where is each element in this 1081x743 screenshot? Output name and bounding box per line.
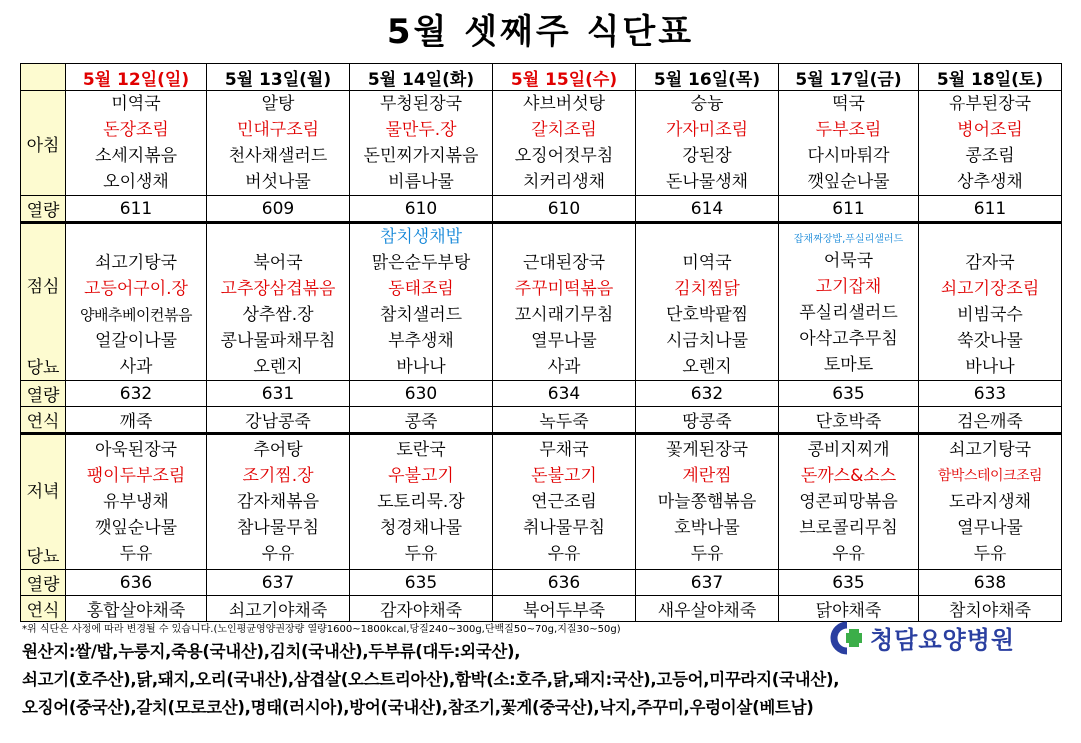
lunch-item: 오렌지: [253, 357, 303, 377]
dinner-item: 꽃게된장국: [665, 440, 749, 460]
breakfast-item: 샤브버섯탕: [522, 94, 606, 114]
day-header: 5월 12일(일): [66, 64, 207, 91]
dinner-item: 청경채나물: [379, 518, 463, 538]
special-rice: [636, 224, 778, 250]
lunch_kcal-value: 633: [919, 381, 1062, 407]
lunch-item: 사과: [119, 357, 153, 377]
dinner-item: 우유: [547, 544, 581, 564]
breakfast-label: 아침: [21, 91, 66, 196]
lunch-item: 콩나물파채무침: [220, 331, 336, 351]
dinner-item: 두유: [690, 544, 724, 564]
dinner-cell: [919, 434, 1062, 570]
lunch-item: 아삭고추무침: [799, 328, 898, 349]
breakfast-item: 떡국: [832, 94, 865, 114]
lunch-item: 바나나: [965, 357, 1015, 377]
dinner-item: 우유: [832, 544, 865, 564]
breakfast-item: 갈치조림: [531, 120, 597, 140]
lunch-item: 고등어구이.장: [84, 279, 188, 299]
lunch-item: 김치찜닭: [674, 279, 740, 299]
dinner_kcal-value: 635: [779, 570, 919, 596]
breakfast-cell: [493, 91, 636, 196]
dinner-item: 두유: [973, 544, 1007, 564]
breakfast-item: 천사채샐러드: [228, 146, 328, 166]
breakfast-item: 돈장조림: [103, 120, 169, 140]
breakfast_kcal-value: 614: [636, 196, 779, 223]
breakfast_kcal-value: 611: [779, 196, 919, 223]
special-rice: 참치생채밥: [379, 227, 463, 247]
dinner-item: 돈까스&소스: [800, 466, 897, 486]
dinner-item: 깻잎순나물: [94, 518, 178, 538]
lunch-cell: [350, 223, 493, 381]
dinner-item: 돈불고기: [531, 466, 597, 486]
lunch-item: 쇠고기장조림: [940, 279, 1040, 299]
dinner_kcal-value: 636: [493, 570, 636, 596]
lunch_snack-label: 연식: [21, 407, 66, 434]
lunch-cell: [66, 223, 207, 381]
dinner-item: 감자채볶음: [236, 492, 320, 512]
lunch-cell: [207, 223, 350, 381]
special-rice: 잡채짜장밥,푸실리샐러드: [793, 233, 904, 245]
dinner-item: 함박스테이크조림: [937, 468, 1043, 484]
lunch-item: 맑은순두부탕: [371, 253, 471, 273]
dinner-item: 무채국: [539, 440, 589, 460]
dinner-item: 아욱된장국: [94, 440, 178, 460]
lunch_snack-value: 강남콩죽: [207, 407, 350, 434]
breakfast-item: 깻잎순나물: [807, 172, 890, 192]
dinner-item: 우유: [261, 544, 295, 564]
lunch-item: 비빔국수: [957, 305, 1023, 325]
hospital-name: 청담요양병원: [870, 626, 1016, 654]
dinner-cell: [779, 434, 919, 570]
breakfast-item: 상추생채: [957, 172, 1023, 192]
dinner_snack-value: 새우살야채죽: [636, 596, 779, 622]
lunch-cell: [493, 223, 636, 381]
lunch-item: 동태조림: [388, 279, 454, 299]
dinner-cell: [636, 434, 779, 570]
lunch-item: 시금치나물: [665, 331, 749, 351]
dinner_kcal-value: 636: [66, 570, 207, 596]
dinner_kcal-label: 열량: [21, 570, 66, 596]
dinner-item: 두유: [119, 544, 153, 564]
hospital-logo-icon: [830, 621, 864, 655]
lunch-item: 양배추베이컨볶음: [80, 306, 192, 324]
breakfast-item: 두부조림: [815, 120, 882, 140]
breakfast-item: 돈나물생채: [665, 172, 749, 192]
breakfast-item: 민대구조림: [236, 120, 320, 140]
dinner_snack-value: 감자야채죽: [350, 596, 493, 622]
lunch-item: 쇠고기탕국: [94, 253, 178, 273]
diabetic-label: 당뇨: [26, 547, 60, 567]
dinner-item: 취나물무침: [522, 518, 606, 538]
lunch_kcal-value: 630: [350, 381, 493, 407]
dinner-item: 열무나물: [957, 518, 1023, 538]
lunch-item: 토마토: [823, 354, 874, 375]
dinner_kcal-value: 635: [350, 570, 493, 596]
day-header: 5월 13일(월): [207, 64, 350, 91]
dinner-item: 추어탕: [253, 440, 303, 460]
dinner-item: 도토리묵.장: [377, 492, 465, 512]
lunch-label: 점심: [26, 277, 60, 297]
lunch_kcal-value: 634: [493, 381, 636, 407]
day-header: 5월 15일(수): [493, 64, 636, 91]
breakfast-item: 돈민찌가지볶음: [363, 146, 479, 166]
breakfast-cell: [636, 91, 779, 196]
breakfast-item: 병어조림: [957, 120, 1023, 140]
nutrition-note: *위 식단은 사정에 따라 변경될 수 있습니다.(노인평균영양권장량 열량1600~1800kcal,당질240~300g,단백질50~70g,지질30~50g): [22, 624, 621, 635]
breakfast-item: 오이생채: [103, 172, 169, 192]
dinner_snack-value: 홍합살야채죽: [66, 596, 207, 622]
lunch-item: 고기잡채: [815, 276, 882, 297]
dinner-cell: [350, 434, 493, 570]
dinner-item: 도라지생채: [948, 492, 1032, 512]
day-header: 5월 16일(목): [636, 64, 779, 91]
lunch-item: 얼갈이나물: [94, 331, 178, 351]
dinner_kcal-value: 638: [919, 570, 1062, 596]
dinner-item: 마늘쫑햄볶음: [657, 492, 757, 512]
dinner_kcal-value: 637: [636, 570, 779, 596]
dinner-item: 쇠고기탕국: [948, 440, 1032, 460]
dinner-item: 팽이두부조림: [86, 466, 186, 486]
dinner-item: 호박나물: [674, 518, 740, 538]
page-title: 5월 셋째주 식단표: [386, 12, 695, 52]
breakfast-item: 소세지볶음: [94, 146, 178, 166]
dinner_snack-value: 북어두부죽: [493, 596, 636, 622]
dinner-item: 유부냉채: [103, 492, 169, 512]
breakfast-cell: [207, 91, 350, 196]
lunch_snack-value: 콩죽: [350, 407, 493, 434]
lunch-item: 오렌지: [682, 357, 732, 377]
breakfast-item: 오징어젓무침: [514, 146, 614, 166]
breakfast-cell: [779, 91, 919, 196]
dinner-label: 저녁: [26, 482, 60, 502]
diabetic-label: 당뇨: [26, 358, 60, 378]
lunch_kcal-value: 632: [66, 381, 207, 407]
breakfast-cell: [919, 91, 1062, 196]
lunch-cell: [919, 223, 1062, 381]
lunch-item: 바나나: [396, 357, 446, 377]
lunch_snack-value: 깨죽: [66, 407, 207, 434]
breakfast-item: 비름나물: [388, 172, 454, 192]
lunch-item: 어묵국: [823, 250, 874, 271]
lunch-item: 감자국: [965, 253, 1015, 273]
lunch-item: 단호박팥찜: [665, 305, 749, 325]
breakfast-item: 콩조림: [965, 146, 1015, 166]
lunch-item: 상추쌈.장: [242, 305, 314, 325]
lunch_kcal-value: 635: [779, 381, 919, 407]
origin-line: 오징어(중국산),갈치(모로코산),명태(러시아),방어(국내산),참조기,꽃게(중국산),낙지,주꾸미,우렁이살(베트남): [22, 698, 814, 717]
breakfast-cell: [66, 91, 207, 196]
lunch-label-cell: [21, 223, 66, 381]
hospital-logo: [830, 620, 1015, 655]
day-header: 5월 17일(금): [779, 64, 919, 91]
lunch-item: 열무나물: [531, 331, 597, 351]
dinner-label-cell: [21, 434, 66, 570]
breakfast-item: 알탕: [261, 94, 295, 114]
lunch-item: 참치샐러드: [379, 305, 463, 325]
dinner-item: 조기찜.장: [242, 466, 314, 486]
origin-line: 쇠고기(호주산),닭,돼지,오리(국내산),삼겹살(오스트리아산),함박(소:호주,닭,돼지:국산),고등어,미꾸라지(국내산),: [22, 670, 840, 689]
lunch-item: 푸실리샐러드: [799, 302, 898, 323]
dinner-item: 계란찜: [682, 466, 732, 486]
dinner-item: 콩비지찌개: [807, 440, 890, 460]
lunch-item: 북어국: [253, 253, 303, 273]
lunch-item: 미역국: [682, 253, 732, 273]
lunch_snack-value: 녹두죽: [493, 407, 636, 434]
special-rice: [207, 224, 349, 250]
dinner-item: 참나물무침: [236, 518, 320, 538]
lunch-item: 쑥갓나물: [957, 331, 1023, 351]
breakfast-item: 치커리생채: [522, 172, 606, 192]
breakfast_kcal-value: 611: [66, 196, 207, 223]
lunch-cell: [779, 223, 919, 381]
origin-line: 원산지:쌀/밥,누룽지,죽용(국내산),김치(국내산),두부류(대두:외국산),: [22, 642, 521, 661]
lunch_snack-value: 땅콩죽: [636, 407, 779, 434]
lunch_kcal-label: 열량: [21, 381, 66, 407]
lunch-item: 고추장삼겹볶음: [220, 279, 336, 299]
dinner_snack-value: 닭야채죽: [779, 596, 919, 622]
dinner_snack-value: 쇠고기야채죽: [207, 596, 350, 622]
breakfast-item: 무청된장국: [379, 94, 463, 114]
dinner-item: 영콘피망볶음: [799, 492, 898, 512]
special-rice: [493, 224, 635, 250]
lunch_snack-value: 단호박죽: [779, 407, 919, 434]
origin-info: [22, 638, 839, 722]
breakfast_kcal-value: 610: [350, 196, 493, 223]
dinner-item: 토란국: [396, 440, 446, 460]
day-header: 5월 18일(토): [919, 64, 1062, 91]
lunch-cell: [636, 223, 779, 381]
breakfast_kcal-value: 611: [919, 196, 1062, 223]
breakfast-item: 숭늉: [690, 94, 724, 114]
lunch-item: 주꾸미떡볶음: [514, 279, 614, 299]
breakfast-item: 유부된장국: [948, 94, 1032, 114]
corner-cell: [21, 64, 66, 91]
breakfast-item: 강된장: [682, 146, 732, 166]
breakfast-item: 다시마튀각: [807, 146, 890, 166]
lunch-item: 근대된장국: [522, 253, 606, 273]
dinner_snack-label: 연식: [21, 596, 66, 622]
dinner_snack-value: 참치야채죽: [919, 596, 1062, 622]
day-header: 5월 14일(화): [350, 64, 493, 91]
dinner-cell: [66, 434, 207, 570]
dinner-item: 브로콜리무침: [799, 518, 898, 538]
breakfast_kcal-value: 610: [493, 196, 636, 223]
breakfast_kcal-label: 열량: [21, 196, 66, 223]
dinner-cell: [207, 434, 350, 570]
special-rice: [919, 224, 1061, 250]
special-rice: [66, 224, 206, 250]
lunch-item: 꼬시래기무침: [514, 305, 614, 325]
breakfast_kcal-value: 609: [207, 196, 350, 223]
breakfast-cell: [350, 91, 493, 196]
breakfast-item: 버섯나물: [245, 172, 311, 192]
lunch_kcal-value: 631: [207, 381, 350, 407]
breakfast-item: 가자미조림: [665, 120, 749, 140]
menu-table: [20, 63, 1062, 622]
dinner-item: 우불고기: [388, 466, 454, 486]
dinner_kcal-value: 637: [207, 570, 350, 596]
dinner-item: 연근조림: [531, 492, 597, 512]
lunch_snack-value: 검은깨죽: [919, 407, 1062, 434]
breakfast-item: 물만두.장: [385, 120, 457, 140]
lunch-item: 부추생채: [388, 331, 454, 351]
lunch-item: 사과: [547, 357, 581, 377]
breakfast-item: 미역국: [111, 94, 161, 114]
lunch_kcal-value: 632: [636, 381, 779, 407]
dinner-cell: [493, 434, 636, 570]
dinner-item: 두유: [404, 544, 438, 564]
